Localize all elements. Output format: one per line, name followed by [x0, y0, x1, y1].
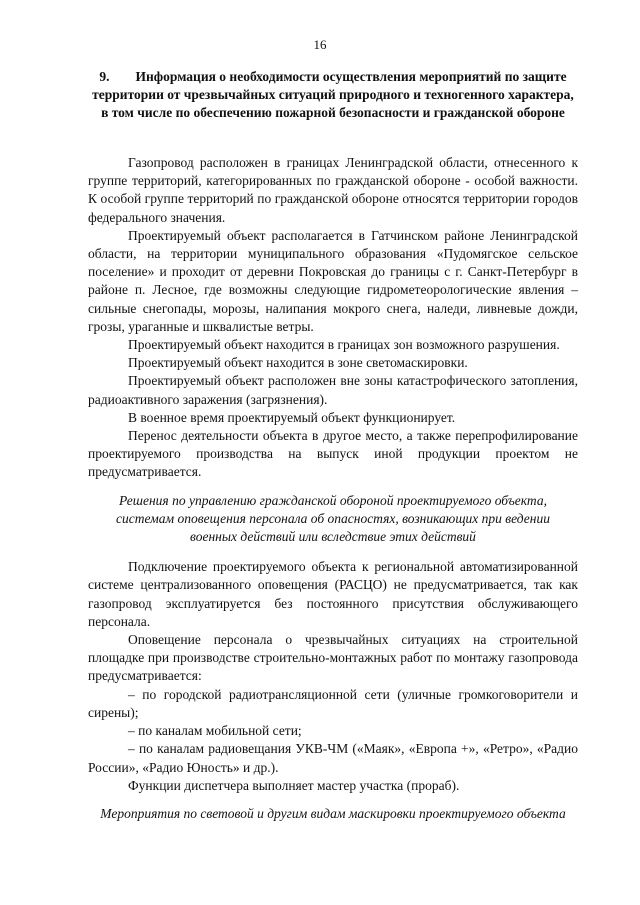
page-number: 16 — [313, 37, 327, 52]
paragraph: Проектируемый объект находится в границах зон возможного разрушения. — [128, 337, 560, 353]
paragraph: Проектируемый объект расположен вне зоны катастрофического затопления, радиоактивного заражения (загрязнения). — [88, 373, 578, 407]
paragraph: Перенос деятельности объекта в другое место, а также перепрофилирование проектируемого производства на выпуск иной продукции проектом не предусматривается. — [88, 428, 578, 480]
list-item: – по городской радиотрансляционной сети (уличные громкоговорители и сирены); — [88, 686, 578, 720]
paragraph: Проектируемый объект располагается в Гатчинском районе Ленинградской области, на территории муниципального образования «Пудомягское сельское поселение» и проходит от деревни Покровская до границы с г. Санкт-Петербург в районе п. Лесное, где возможны следующие гидрометеорологические явления – сильные снегопады, морозы, налипания мокрого снега, наледи, ливневые дожди, грозы, ураганные и шквалистые ветры. — [88, 227, 578, 334]
subheading-civil-defense-management: Решения по управлению гражданской обороной проектируемого объекта, системам оповещения персонала об опасностях, возникающих при ведении военных действий или вследствие этих действий — [116, 492, 550, 545]
paragraph: В военное время проектируемый объект функционирует. — [128, 409, 456, 425]
paragraph: Подключение проектируемого объекта к региональной автоматизированной системе централизованного оповещения (РАСЦО) не предусматривается, так как газопровод эксплуатируется без постоянного присутствия обслуживающего персонала. — [88, 559, 578, 629]
list-item: – по каналам радиовещания УКВ-ЧМ («Маяк», «Европа +», «Ретро», «Радио России», «Радио Юность» и др.). — [88, 741, 578, 775]
section-heading — [88, 68, 578, 122]
section-title: Информация о необходимости осуществления мероприятий по защите территории от чрезвычайных ситуаций природного и техногенного характера, в том числе по обеспечению пожарной безопасности и гражданской обороне — [92, 69, 574, 120]
section-number: 9. — [99, 69, 110, 84]
paragraph: Оповещение персонала о чрезвычайных ситуациях на строительной площадке при производстве строительно-монтажных работ по монтажу газопровода предусматривается: — [88, 632, 578, 684]
paragraph: Проектируемый объект находится в зоне светомаскировки. — [128, 355, 468, 371]
list-item: – по каналам мобильной сети; — [128, 723, 302, 739]
paragraph: Газопровод расположен в границах Ленинградской области, отнесенного к группе территорий, категорированных по гражданской обороне - особой важности. К особой группе территорий по гражданской обороне относятся территории городов федерального значения. — [88, 155, 578, 225]
paragraph: Функции диспетчера выполняет мастер участка (прораб). — [128, 777, 460, 793]
subheading-masking-measures: Мероприятия по световой и другим видам маскировки проектируемого объекта — [100, 805, 566, 821]
document-body — [88, 154, 578, 835]
